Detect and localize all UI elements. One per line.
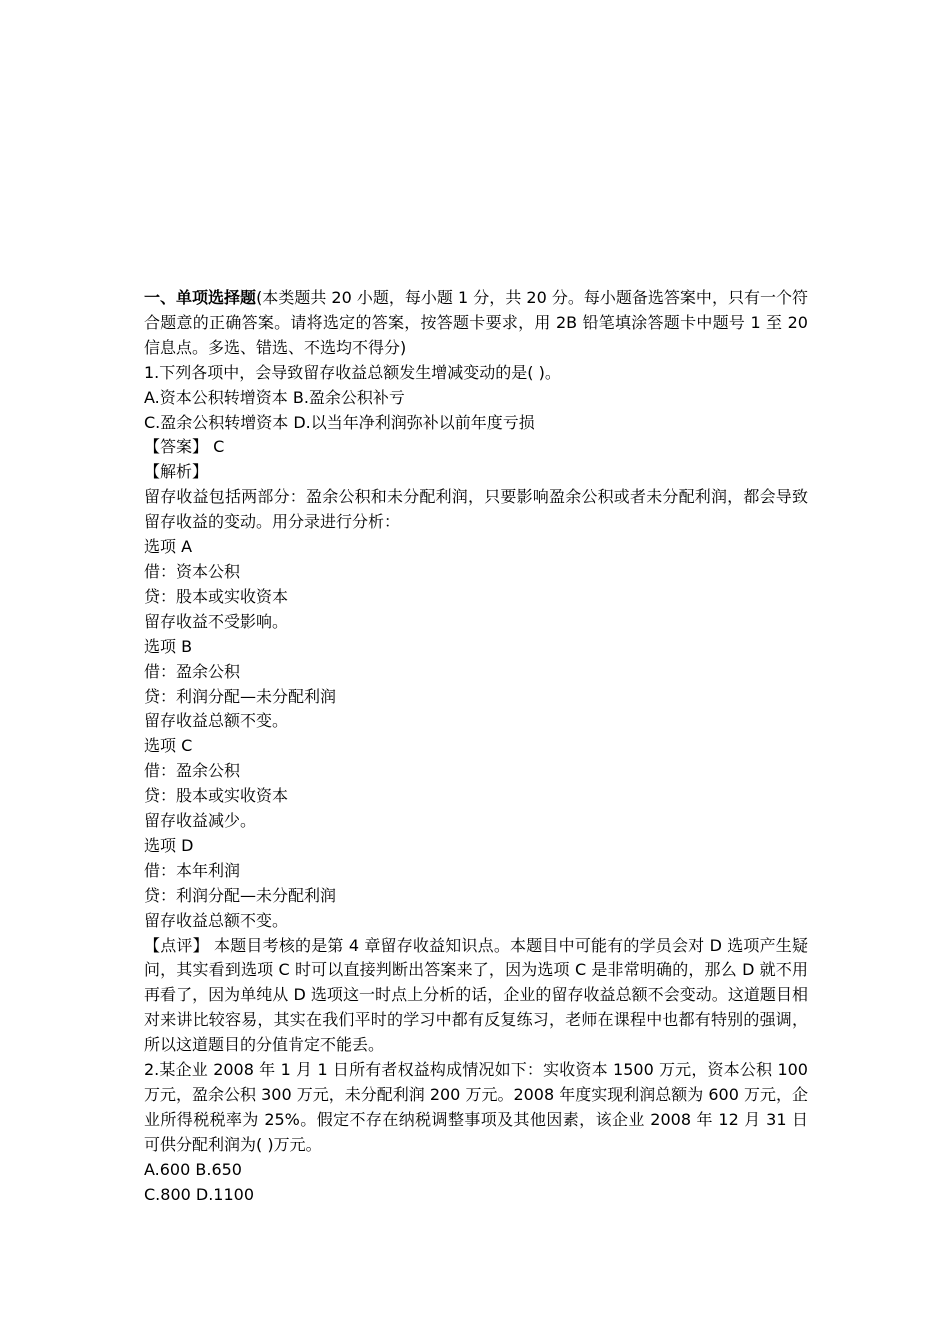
option-c-credit: 贷：股本或实收资本 [144, 786, 289, 806]
section-instructions: (本类题共 20 小题，每小题 1 分，共 20 分。每小题备选答案中，只有一个符合题意的正确答案。请将选定的答案，按答题卡要求，用 2B 铅笔填涂答题卡中题号 1 至 20 信息点。多选、错选、不选均不得分) [144, 288, 808, 357]
section-intro [144, 286, 808, 361]
question-1-answer: 【答案】 C [144, 437, 225, 457]
option-d-credit: 贷：利润分配—未分配利润 [144, 885, 337, 905]
question-2-stem: 2.某企业 2008 年 1 月 1 日所有者权益构成情况如下：实收资本 1500 万元，资本公积 100 万元，盈余公积 300 万元，未分配利润 200 万元。2008 年度实现利润总额为 600 万元，企业所得税税率为 25%。假定不存在纳税调整事项及其他因素，该企业 2008 年 12 月 31 日可供分配利润为( )万元。 [144, 1060, 808, 1154]
option-b-credit: 贷：利润分配—未分配利润 [144, 686, 337, 706]
option-c-result: 留存收益减少。 [144, 811, 257, 831]
option-b-label: 选项 B [144, 636, 193, 656]
option-a-label: 选项 A [144, 537, 193, 557]
document-body [144, 286, 808, 1208]
analysis-heading: 【解析】 [144, 462, 209, 482]
option-c-debit: 借：盈余公积 [144, 761, 241, 781]
option-b-result: 留存收益总额不变。 [144, 711, 289, 731]
option-a-debit: 借：资本公积 [144, 561, 241, 581]
question-1-stem: 1.下列各项中，会导致留存收益总额发生增减变动的是( )。 [144, 362, 561, 382]
option-a-credit: 贷：股本或实收资本 [144, 586, 289, 606]
option-d-result: 留存收益总额不变。 [144, 910, 289, 930]
analysis-intro: 留存收益包括两部分：盈余公积和未分配利润，只要影响盈余公积或者未分配利润，都会导致留存收益的变动。用分录进行分析： [144, 487, 808, 532]
commentary: 【点评】 本题目考核的是第 4 章留存收益知识点。本题目中可能有的学员会对 D 选项产生疑问，其实看到选项 C 时可以直接判断出答案来了，因为选项 C 是非常明确的，那么 D 就不用再看了，因为单纯从 D 选项这一时点上分析的话，企业的留存收益总额不会变动。这道题目相对来讲比较容易，其实在我们平时的学习中都有反复练习，老师在课程中也都有特别的强调，所以这道题目的分值肯定不能丢。 [144, 935, 808, 1055]
question-2-options-ab: A.600 B.650 [144, 1159, 242, 1179]
option-c-label: 选项 C [144, 736, 193, 756]
option-a-result: 留存收益不受影响。 [144, 611, 289, 631]
question-1-options-cd: C.盈余公积转增资本 D.以当年净利润弥补以前年度亏损 [144, 412, 535, 432]
question-2-options-cd: C.800 D.1100 [144, 1184, 255, 1204]
section-heading: 一、单项选择题 [144, 288, 257, 307]
question-1-options-ab: A.资本公积转增资本 B.盈余公积补亏 [144, 387, 405, 407]
option-d-label: 选项 D [144, 835, 194, 855]
option-d-debit: 借：本年利润 [144, 860, 241, 880]
option-b-debit: 借：盈余公积 [144, 661, 241, 681]
